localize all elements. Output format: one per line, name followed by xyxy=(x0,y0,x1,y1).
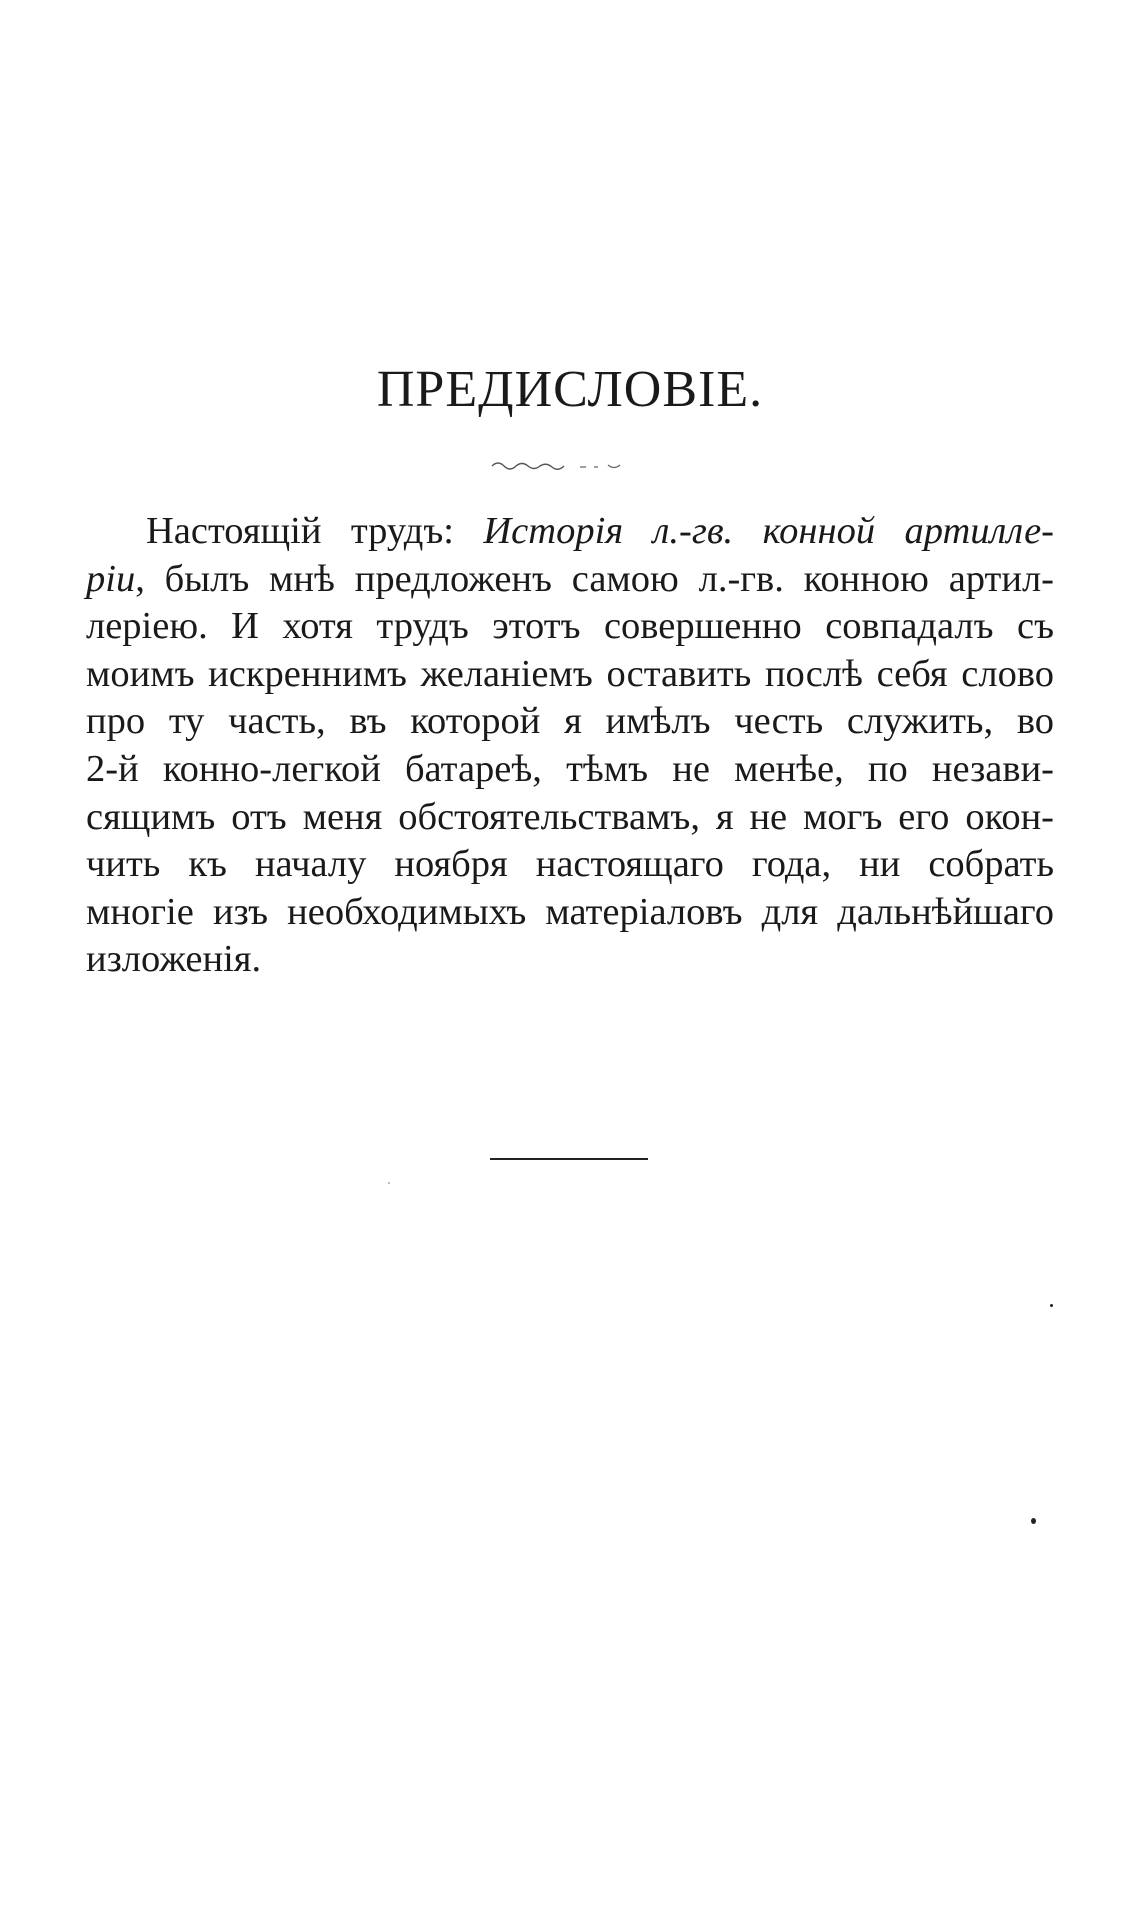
scan-speck xyxy=(1050,1304,1053,1307)
book-title-italic: Исторія л.-гв. конной артилле- xyxy=(483,510,1054,552)
preface-paragraph xyxy=(86,508,1054,984)
section-divider xyxy=(490,1158,648,1160)
text-line: многіе изъ необходимыхъ матеріаловъ для дальнѣйшаго xyxy=(86,890,1054,933)
text-line: Настоящій трудъ: Исторія л.-гв. конной артилле- xyxy=(146,510,1054,552)
text-line: 2-й конно-легкой батареѣ, тѣмъ не менѣе, по незави- xyxy=(86,747,1054,790)
text-line: моимъ искреннимъ желаніемъ оставить послѣ себя слово xyxy=(86,652,1054,695)
text-line: про ту часть, въ которой я имѣлъ честь служить, во xyxy=(86,700,1054,743)
page-title: ПРЕДИСЛОВІЕ. xyxy=(376,361,764,418)
scan-speck xyxy=(1031,1518,1036,1524)
text-line: ріи, былъ мнѣ предложенъ самою л.-гв. конною артил- xyxy=(86,557,1054,600)
title-ornament xyxy=(490,458,635,474)
scan-speck xyxy=(388,1182,390,1184)
text-line: леріею. И хотя трудъ этотъ совершенно совпадалъ съ xyxy=(86,605,1054,648)
text-line: чить къ началу ноября настоящаго года, ни собрать xyxy=(86,843,1054,886)
text-line: изложенія. xyxy=(86,938,262,981)
text-line: сящимъ отъ меня обстоятельствамъ, я не могъ его окон- xyxy=(86,795,1054,838)
book-title-italic-end: ріи xyxy=(86,557,136,600)
